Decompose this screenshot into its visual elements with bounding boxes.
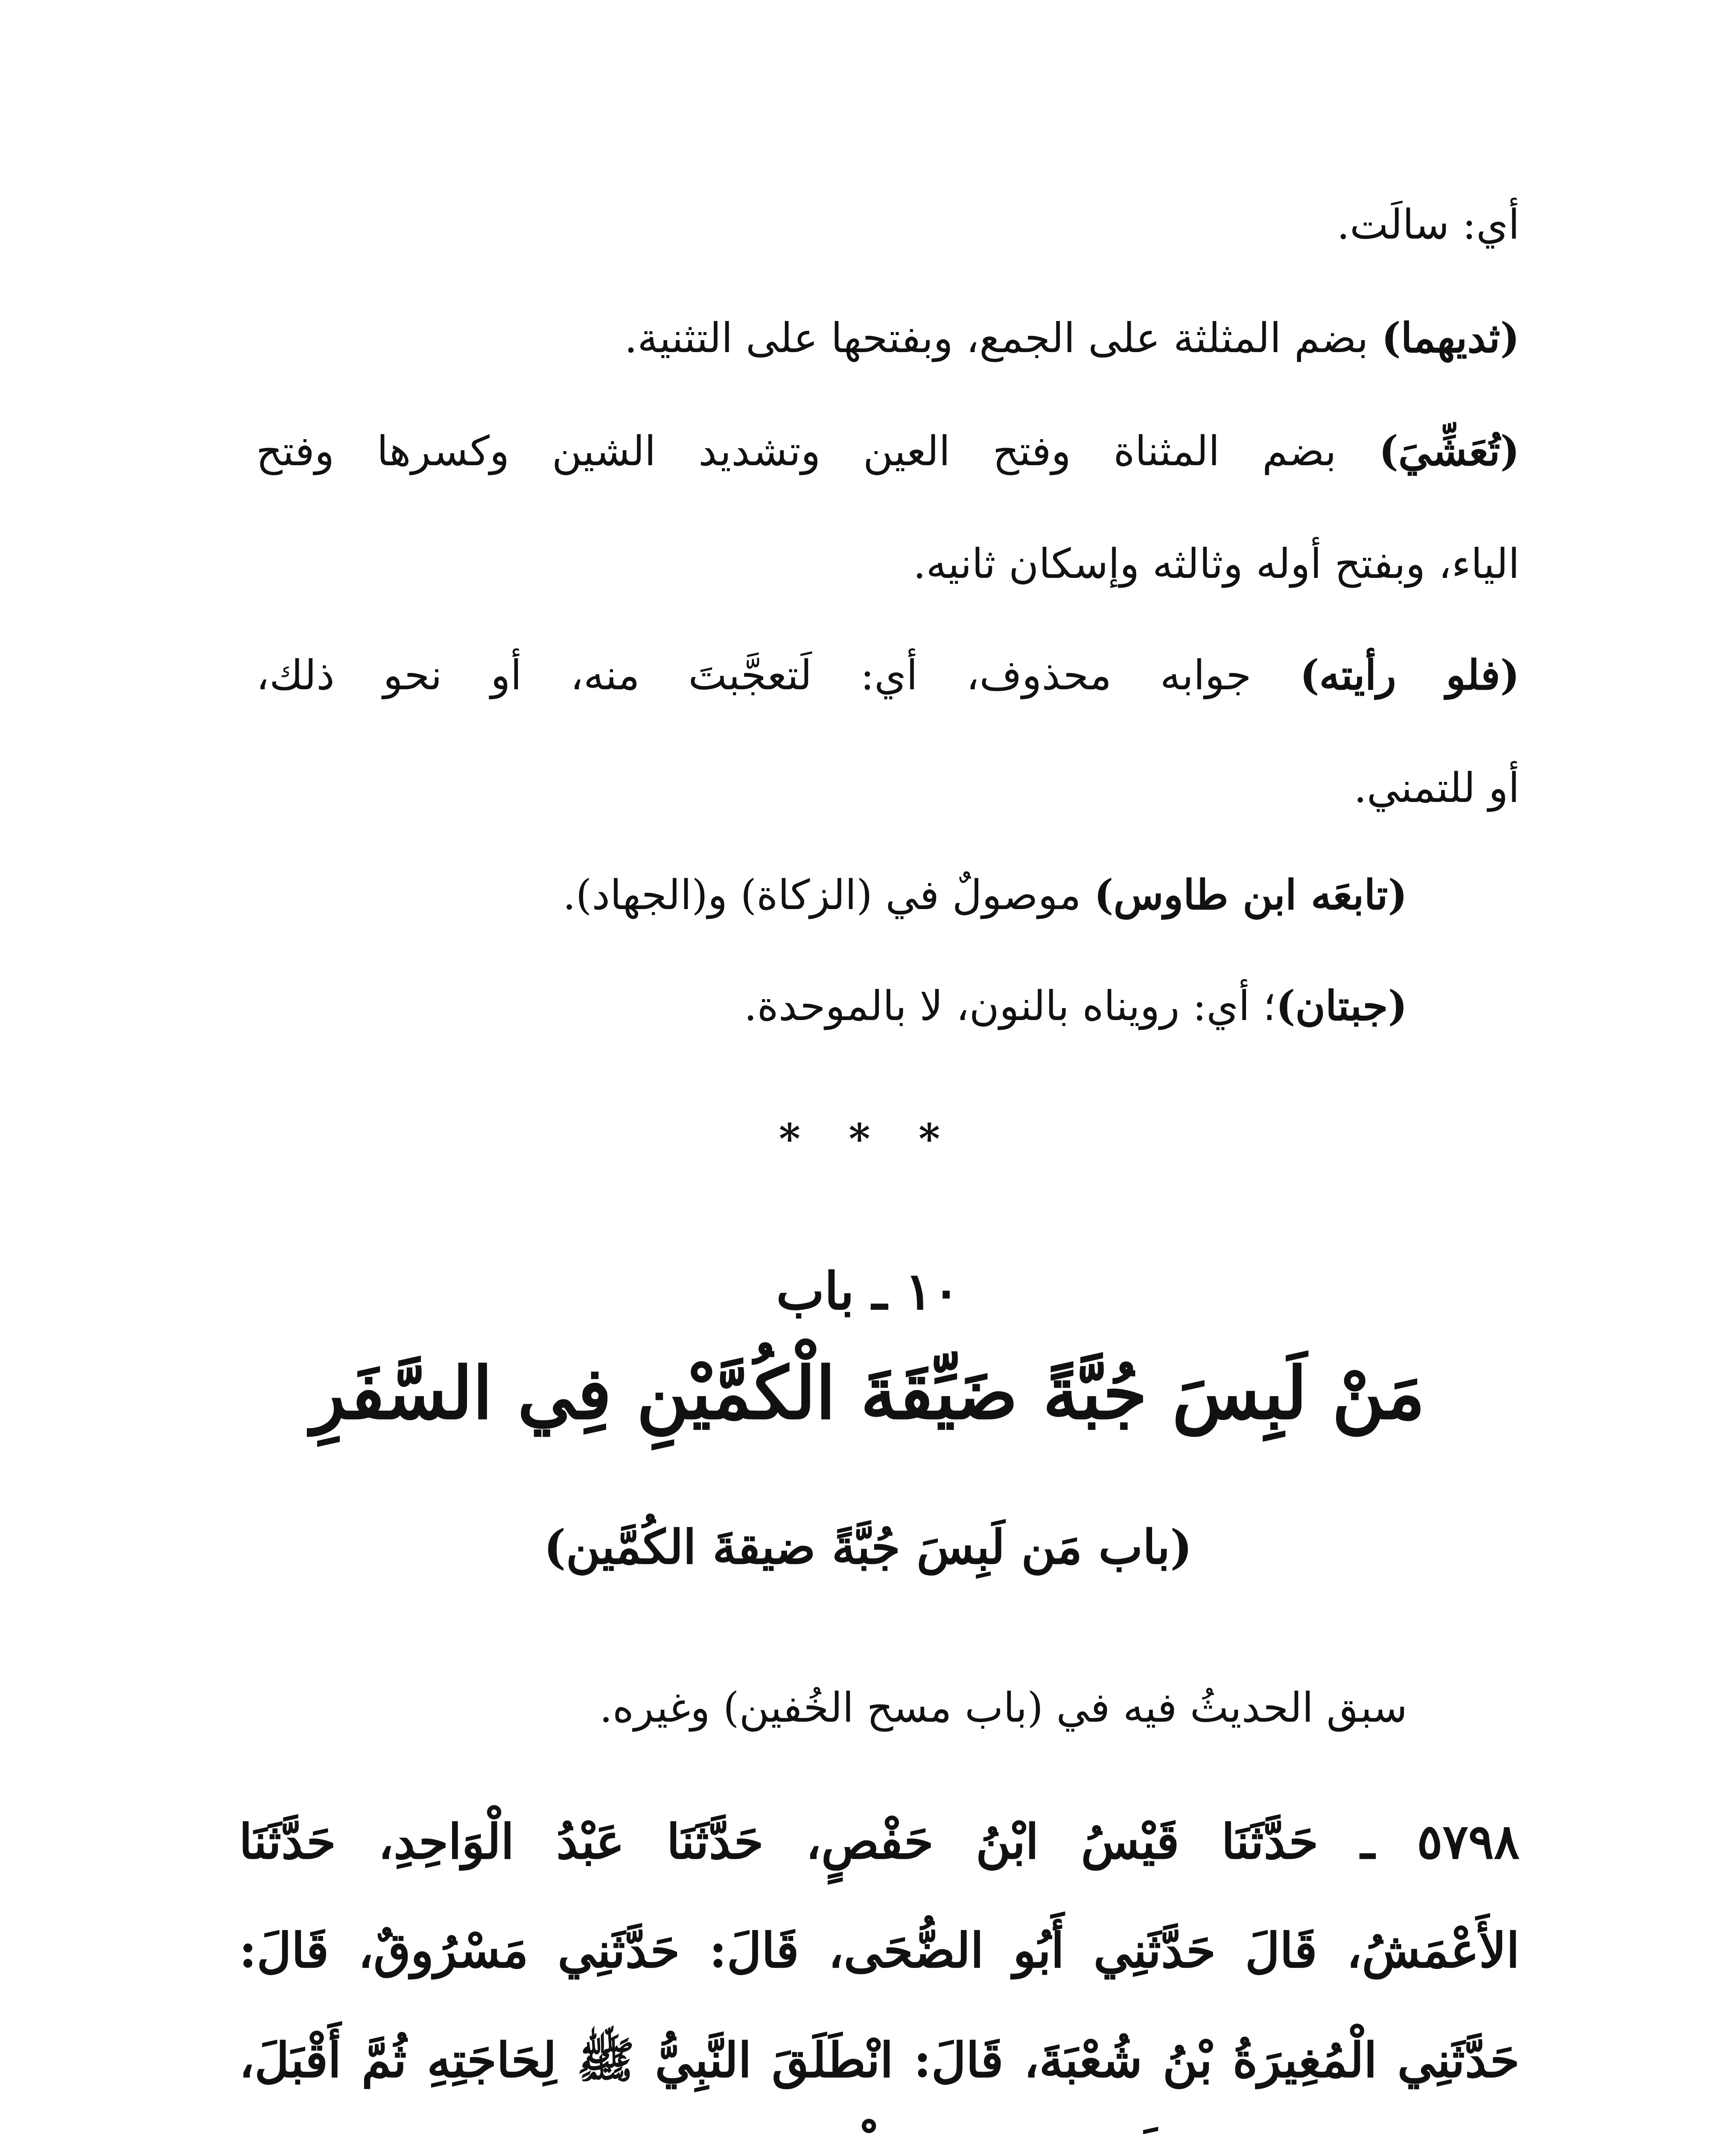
commentary-line-1 — [256, 201, 1520, 248]
commentary-text: بضم المثلثة على الجمع، وبفتحها على التثنية. — [624, 314, 1382, 362]
chapter-title: مَنْ لَبِسَ جُبَّةً ضَيِّقَةَ الْكُمَّيْنِ فِي السَّفَرِ — [311, 1351, 1425, 1435]
commentary-term: (جبتان) — [1276, 982, 1407, 1030]
commentary-term: (فلو رأيته) — [1300, 651, 1520, 699]
hadith-line-1: ٥٧٩٨ ـ حَدَّثَنَا قَيْسُ ابْنُ حَفْصٍ، حَدَّثَنَا عَبْدُ الْوَاحِدِ، حَدَّثَنَا — [239, 1814, 1520, 1870]
commentary-text: ؛ أي: رويناه بالنون، لا بالموحدة. — [744, 982, 1276, 1030]
commentary-text: موصولٌ في (الزكاة) و(الجهاد). — [563, 871, 1094, 919]
commentary-line-3 — [256, 427, 1520, 475]
section-separator: * * * — [779, 1115, 957, 1163]
commentary-line-2 — [256, 314, 1520, 362]
commentary-term: (تُعَشِّيَ) — [1379, 427, 1520, 475]
commentary-text: الياء، وبفتح أوله وثالثه وإسكان ثانيه. — [913, 540, 1520, 588]
commentary-line-7 — [255, 871, 1407, 919]
commentary-line-6 — [256, 764, 1520, 812]
commentary-text: أي: سالَت. — [1336, 201, 1520, 248]
hadith-line-3: حَدَّثَنِي الْمُغِيرَةُ بْنُ شُعْبَةَ، قَالَ: انْطَلَقَ النَّبِيُّ ﷺ لِحَاجَتِهِ ثُمَّ أَقْبَلَ، — [239, 2032, 1520, 2088]
commentary-text: أو للتمني. — [1354, 764, 1520, 812]
commentary-text: بضم المثناة وفتح العين وتشديد الشين وكسرها وفتح — [256, 427, 1379, 475]
commentary-text: جوابه محذوف، أي: لَتعجَّبتَ منه، أو نحو ذلك، — [256, 651, 1300, 699]
commentary-line-5 — [256, 651, 1520, 699]
chapter-subtitle: (باب مَن لَبِسَ جُبَّةً ضيقةَ الكُمَّين) — [543, 1519, 1193, 1574]
chapter-note-text: سبق الحديثُ فيه في (باب مسح الخُفين) وغيره. — [599, 1684, 1407, 1732]
chapter-note — [255, 1684, 1407, 1732]
commentary-line-4 — [256, 540, 1520, 588]
commentary-term: (تابعَه ابن طاوس) — [1094, 871, 1407, 919]
commentary-term: (ثديهما) — [1381, 314, 1520, 362]
chapter-number: ١٠ ـ باب — [776, 1261, 960, 1321]
hadith-line-2: الأَعْمَشُ، قَالَ حَدَّثَنِي أَبُو الضُّحَى، قَالَ: حَدَّثَنِي مَسْرُوقٌ، قَالَ: — [239, 1923, 1520, 1979]
commentary-line-8 — [255, 982, 1407, 1030]
